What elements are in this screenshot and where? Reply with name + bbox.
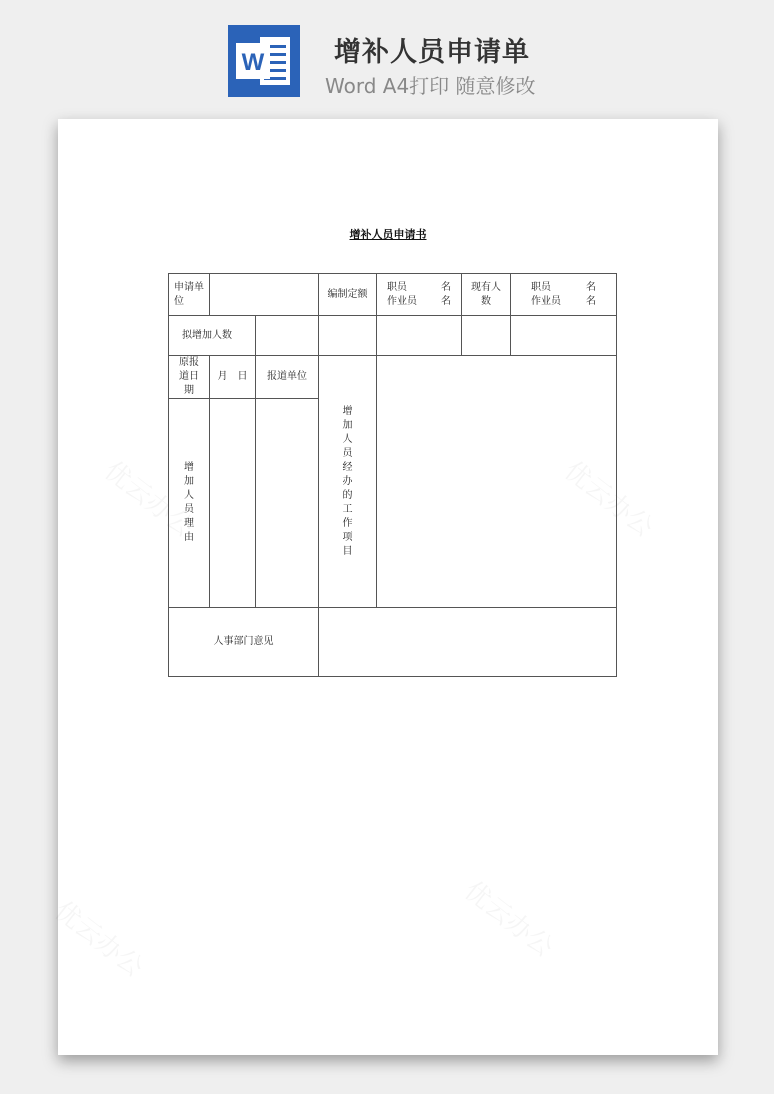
application-form-table	[168, 273, 617, 677]
report-unit-label: 报道单位	[256, 356, 319, 399]
watermark	[458, 871, 563, 964]
svg-text:W: W	[241, 49, 265, 76]
hr-opinion-label: 人事部门意见	[169, 608, 319, 677]
document-page	[58, 119, 718, 1055]
planned-add-label: 拟增加人数	[169, 316, 256, 356]
applicant-unit-value[interactable]	[210, 274, 319, 316]
current-count-label: 现有人数	[462, 274, 511, 316]
add-reason-value-a[interactable]	[210, 399, 256, 608]
banner	[0, 0, 774, 110]
staffing-quota-label: 编制定额	[319, 274, 377, 316]
planned-add-value[interactable]	[256, 316, 319, 356]
banner-title: 增补人员申请单	[334, 37, 530, 68]
document-title: 增补人员申请书	[349, 228, 427, 241]
current-count-value[interactable]	[462, 316, 511, 356]
quota-empty-cell[interactable]	[319, 316, 377, 356]
word-icon	[228, 25, 300, 97]
current-staff-value[interactable]	[511, 316, 617, 356]
work-items-value[interactable]	[377, 356, 617, 608]
add-reason-label: 增加人员理由	[169, 399, 210, 608]
original-date-label: 原报道日期	[169, 356, 210, 399]
watermark	[48, 891, 153, 984]
add-reason-value-b[interactable]	[256, 399, 319, 608]
work-items-label: 增加人员经办的工作项目	[319, 356, 377, 608]
applicant-unit-label: 申请单位	[169, 274, 210, 316]
quota-value-cell[interactable]	[377, 316, 462, 356]
quota-staff-cell: 职员 名 作业员 名	[377, 274, 462, 316]
banner-subtitle: Word A4打印 随意修改	[325, 74, 536, 98]
hr-opinion-value[interactable]	[319, 608, 617, 677]
current-staff-cell: 职员 名 作业员 名	[511, 274, 617, 316]
month-day-cell[interactable]: 月 日	[210, 356, 256, 399]
